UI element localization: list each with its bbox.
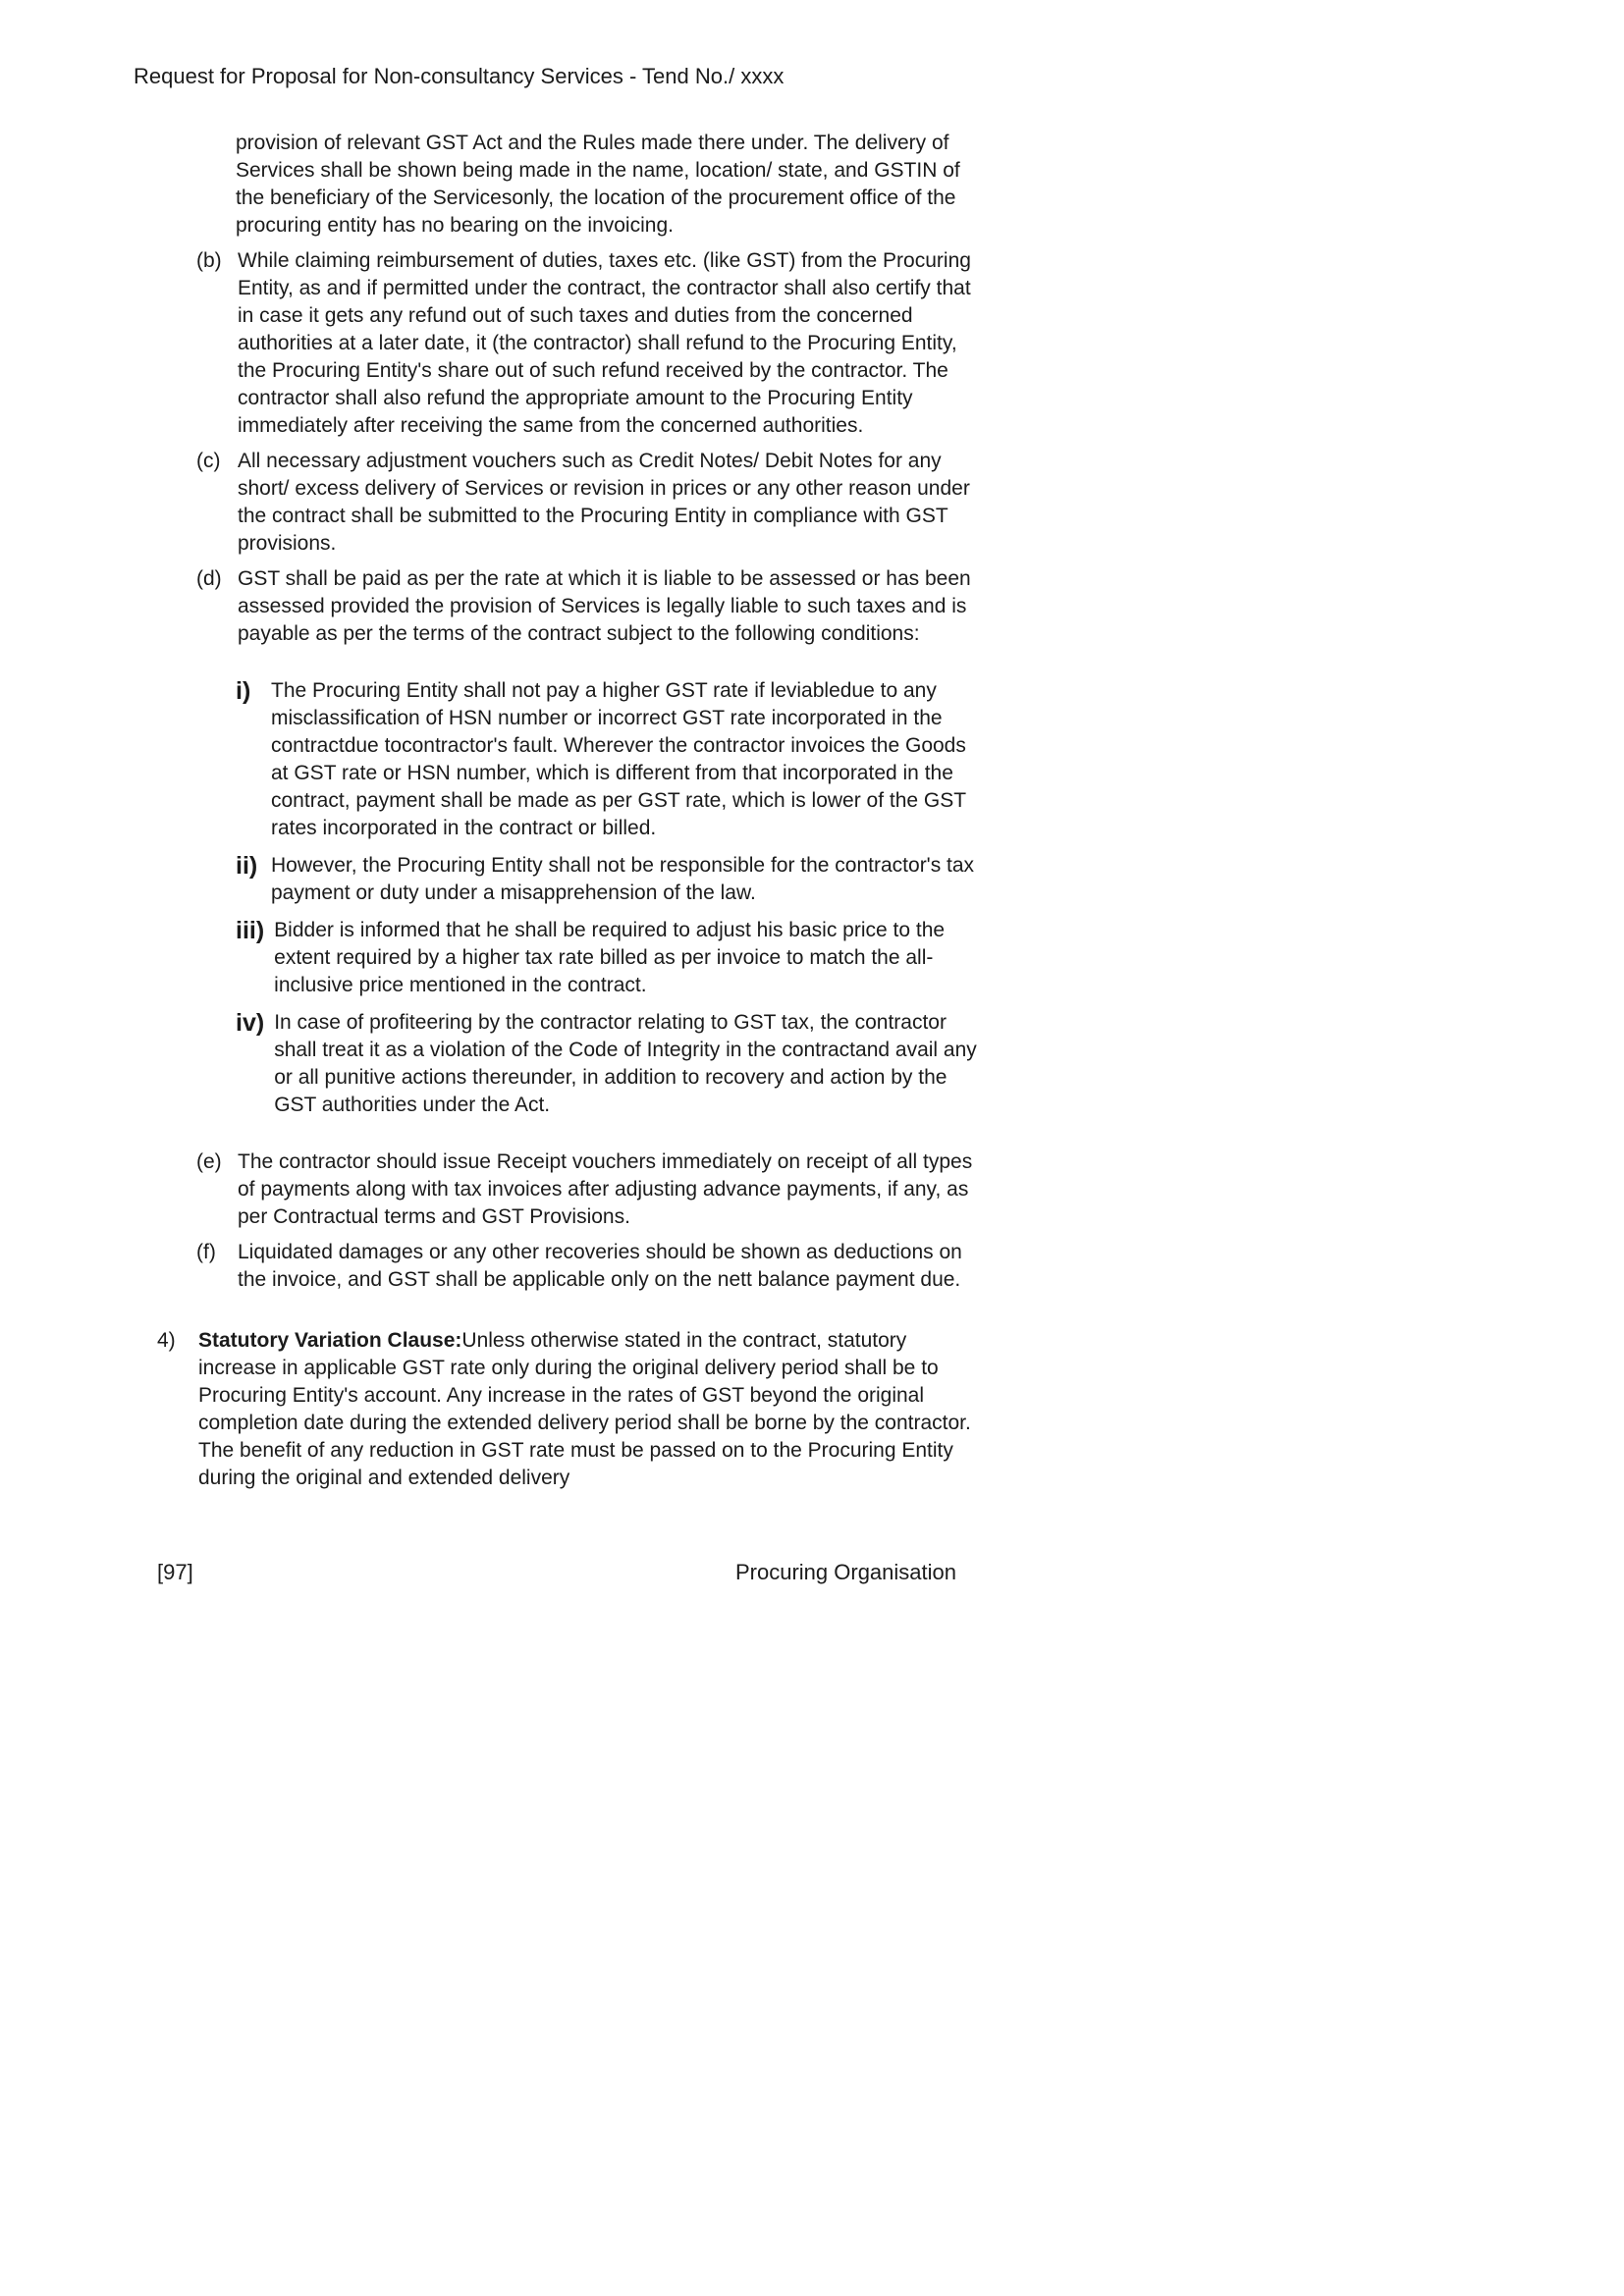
item-text: The Procuring Entity shall not pay a higher GST rate if leviabledue to any misclassification of HSN number or incorrect GST rate incorporated in the contractdue tocontractor's fault. Wherever the contractor invoices the Goods at GST rate or HSN number, which is different from that incorporated in the contract, payment shall be made as per GST rate, which is lower of the GST rates incorporated in the contract or billed. <box>271 679 966 839</box>
footer-organisation: Procuring Organisation <box>734 1560 956 1584</box>
item-label: ii) <box>236 852 258 880</box>
page-footer <box>157 1559 956 1586</box>
sub-item-i <box>236 677 984 842</box>
sub-item-iii <box>236 917 984 999</box>
clause-body: Unless otherwise stated in the contract, statutory increase in applicable GST rate only during the original delivery period shall be to Procuring Entity's account. Any increase in the rates of GST beyond the original completion date during the extended delivery period shall be borne by the contractor. The benefit of any reduction in GST rate must be passed on to the Procuring Entity during the original and extended delivery <box>198 1329 971 1489</box>
list-item-f <box>196 1239 974 1294</box>
list-item-b <box>196 247 974 440</box>
paragraph-intro: provision of relevant GST Act and the Rules made there under. The delivery of Services shall be shown being made in the name, location/ state, and GSTIN of the beneficiary of the Servicesonly, the location of the procurement office of the procuring entity has no bearing on the invoicing. <box>236 132 960 237</box>
item-label: (d) <box>196 567 222 590</box>
list-item-e <box>196 1148 974 1231</box>
clause-4-statutory-variation <box>157 1327 976 1492</box>
item-label: i) <box>236 677 251 705</box>
list-item-c <box>196 448 974 558</box>
item-label: (c) <box>196 450 221 472</box>
document-body <box>0 130 984 1586</box>
item-text: Liquidated damages or any other recoveries should be shown as deductions on the invoice, and GST shall be applicable only on the nett balance payment due. <box>238 1241 962 1291</box>
item-text: Bidder is informed that he shall be required to adjust his basic price to the extent required by a higher tax rate billed as per invoice to match the all-inclusive price mentioned in the contract. <box>274 919 946 996</box>
item-label: (b) <box>196 249 222 272</box>
item-text: While claiming reimbursement of duties, taxes etc. (like GST) from the Procuring Entity, as and if permitted under the contract, the contractor shall also certify that in case it gets any refund out of such taxes and duties from the concerned authorities at a later date, it (the contractor) shall refund to the Procuring Entity, the Procuring Entity's share out of such refund received by the contractor. The contractor shall also refund the appropriate amount to the Procuring Entity immediately after receiving the same from the concerned authorities. <box>238 249 971 437</box>
roman-sublist <box>0 677 984 1119</box>
page-header: Request for Proposal for Non-consultancy Services - Tend No./ xxxx <box>134 64 785 88</box>
item-text: In case of profiteering by the contractor relating to GST tax, the contractor shall treat it as a violation of the Code of Integrity in the contractand avail any or all punitive actions thereunder, in addition to recovery and action by the GST authorities under the Act. <box>274 1011 977 1116</box>
item-text: All necessary adjustment vouchers such as Credit Notes/ Debit Notes for any short/ excess delivery of Services or revision in prices or any other reason under the contract shall be submitted to the Procuring Entity in compliance with GST provisions. <box>238 450 970 555</box>
item-label: (f) <box>196 1241 216 1263</box>
item-text: The contractor should issue Receipt vouchers immediately on receipt of all types of payments along with tax invoices after adjusting advance payments, if any, as per Contractual terms and GST Provisions. <box>238 1150 973 1228</box>
list-item-d <box>196 565 974 648</box>
item-label: (e) <box>196 1150 222 1173</box>
item-label: 4) <box>157 1329 176 1352</box>
item-text: However, the Procuring Entity shall not be responsible for the contractor's tax payment or duty under a misapprehension of the law. <box>271 854 975 904</box>
item-label: iii) <box>236 917 265 944</box>
item-label: iv) <box>236 1009 265 1037</box>
item-text <box>198 1327 976 1492</box>
page-number: [97] <box>157 1560 193 1584</box>
sub-item-ii <box>236 852 984 907</box>
clause-heading: Statutory Variation Clause: <box>198 1329 462 1352</box>
sub-item-iv <box>236 1009 984 1119</box>
item-text: GST shall be paid as per the rate at which it is liable to be assessed or has been assessed provided the provision of Services is legally liable to such taxes and is payable as per the terms of the contract subject to the following conditions: <box>238 567 971 645</box>
